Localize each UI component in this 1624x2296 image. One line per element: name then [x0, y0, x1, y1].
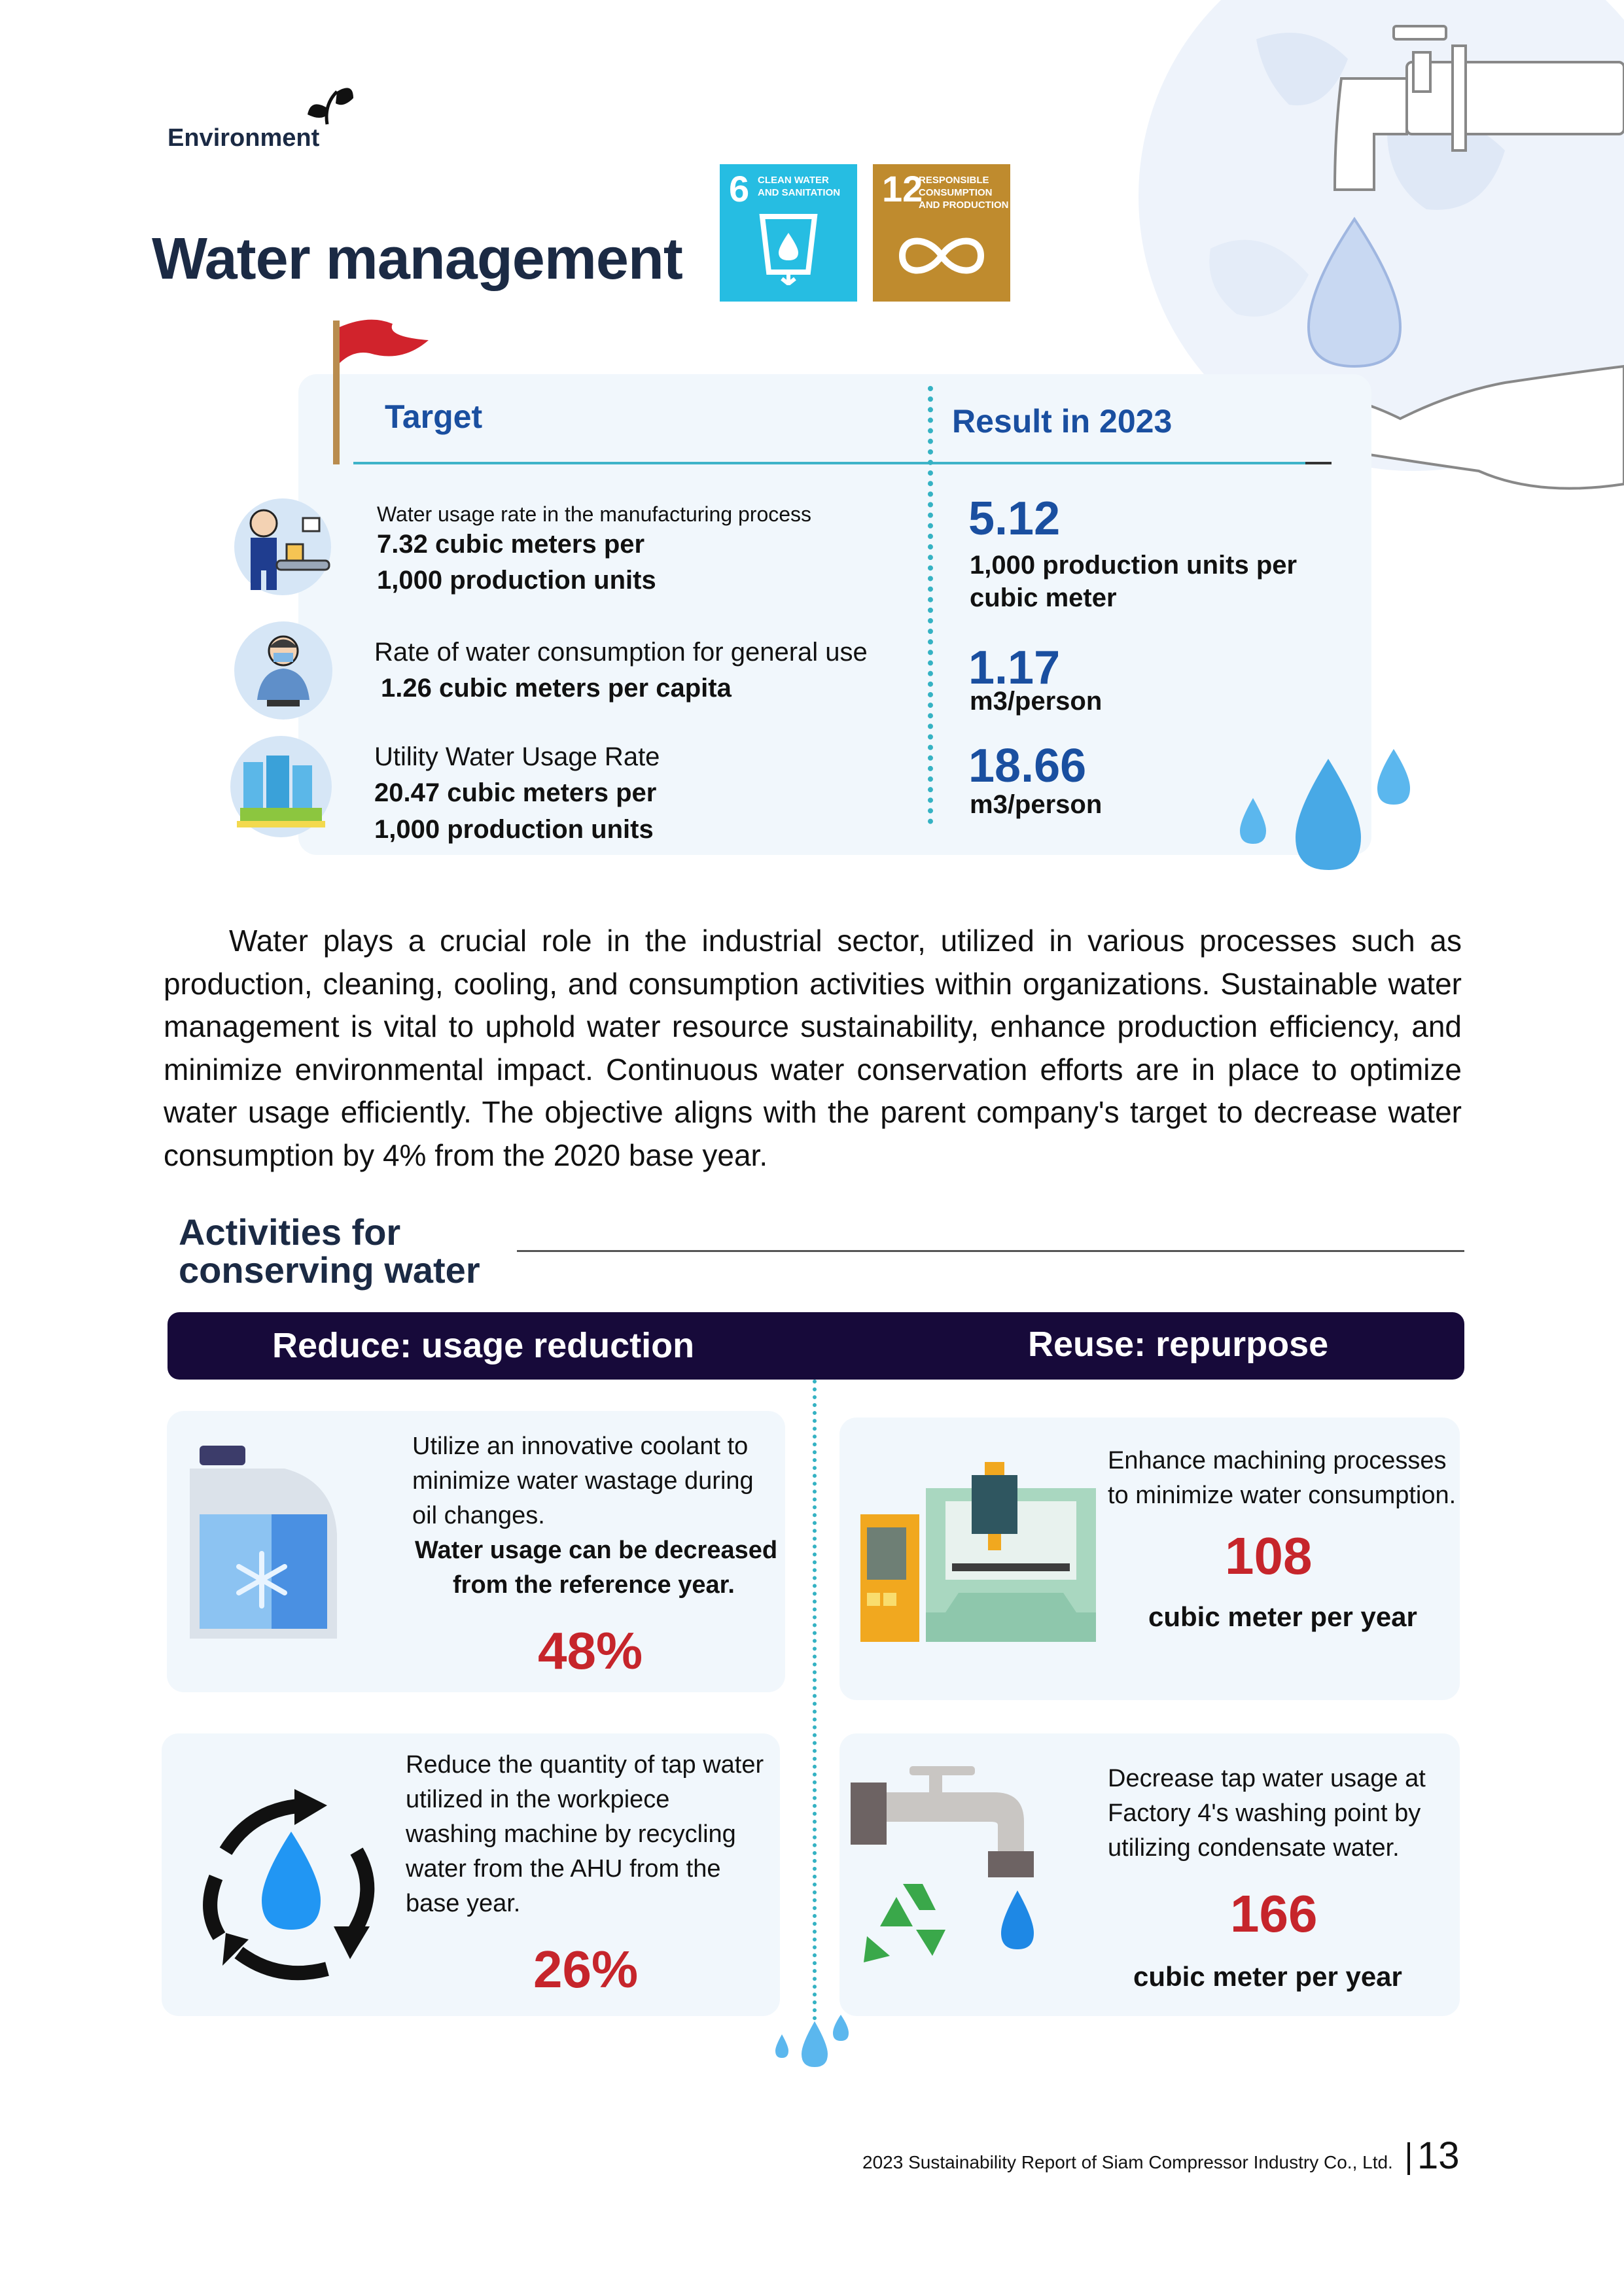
card-machining-line1: Enhance machining processes — [1108, 1447, 1447, 1474]
sdg-12-badge — [873, 164, 1010, 302]
header-divider — [353, 462, 1305, 464]
footer-report-text: 2023 Sustainability Report of Siam Compressor Industry Co., Ltd. — [862, 2152, 1393, 2172]
page-number: 13 — [1417, 2134, 1460, 2177]
card-recycling-text — [406, 1748, 779, 1921]
activities-column-divider — [813, 1380, 817, 2021]
water-glass-icon — [759, 213, 818, 285]
card-condensate-line2: Factory 4's washing point by — [1108, 1800, 1421, 1827]
card-coolant-line3: oil changes. — [412, 1502, 545, 1529]
sdg-12-number: 12 — [882, 168, 923, 209]
card-coolant-value: 48% — [538, 1622, 643, 1680]
activities-title — [179, 1213, 480, 1289]
footer-divider — [1407, 2142, 1410, 2175]
sdg-6-badge — [720, 164, 857, 302]
card-machining-line2: to minimize water consumption. — [1108, 1482, 1456, 1509]
section-label: Environment — [168, 124, 320, 152]
reduce-heading: Reduce: usage reduction — [272, 1326, 695, 1365]
water-drops-small-icon — [769, 2008, 860, 2074]
column-divider — [928, 386, 933, 824]
card-condensate-unit: cubic meter per year — [1133, 1961, 1402, 1992]
coolant-container-icon — [186, 1442, 344, 1639]
result-unit-1a: 1,000 production units per — [970, 551, 1297, 580]
result-unit-3: m3/person — [970, 790, 1103, 819]
intro-paragraph: Water plays a crucial role in the industrial sector, utilized in various processes such as production, cleaning, cooling, and consumption activities within organizations. Sustainable water management is vital to uphold water resource sustainability, enhance production efficiency, and minimize environmental impact. Continuous water conservation efforts are in place to optimize water usage efficiently. The objective aligns with the parent company's target to decrease water consumption by 4% from the 2020 base year. — [164, 924, 1462, 1172]
card-condensate-text — [1108, 1762, 1458, 1866]
utility-plant-icon — [230, 736, 332, 837]
card-coolant-line2: minimize water wastage during — [412, 1467, 754, 1495]
result-value-1: 5.12 — [968, 493, 1061, 545]
target-heading: Target — [385, 398, 483, 435]
card-coolant-bold1: Water usage can be decreased — [415, 1537, 778, 1564]
result-unit-2: m3/person — [970, 687, 1103, 716]
target-label-3: Utility Water Usage Rate — [374, 742, 660, 771]
water-drops-icon — [1230, 746, 1426, 890]
activities-title-line1: Activities for — [179, 1211, 401, 1253]
leaf-icon — [298, 78, 357, 131]
target-value-1a: 7.32 cubic meters per — [377, 530, 645, 559]
target-label-1: Water usage rate in the manufacturing process — [377, 502, 812, 526]
card-machining-unit: cubic meter per year — [1148, 1601, 1417, 1632]
card-coolant-text — [412, 1429, 779, 1603]
card-coolant-line1: Utilize an innovative coolant to — [412, 1433, 749, 1460]
result-value-2: 1.17 — [968, 642, 1061, 694]
sdg-6-number: 6 — [729, 168, 750, 209]
reuse-heading: Reuse: repurpose — [1028, 1325, 1329, 1364]
card-recycling-line5: base year. — [406, 1890, 521, 1917]
factory-worker-icon — [234, 498, 331, 595]
card-recycling-line1: Reduce the quantity of tap water — [406, 1751, 764, 1779]
faucet-recycle-icon — [851, 1760, 1086, 1995]
activities-divider — [517, 1250, 1464, 1252]
flag-icon — [330, 314, 435, 464]
header-divider-dark — [1305, 462, 1332, 464]
activities-header-bar — [168, 1312, 1464, 1380]
recycle-water-icon — [186, 1779, 396, 1989]
card-recycling-line3: washing machine by recycling — [406, 1820, 736, 1848]
activities-title-line2: conserving water — [179, 1249, 480, 1291]
target-value-2: 1.26 cubic meters per capita — [381, 674, 732, 703]
office-worker-icon — [234, 621, 332, 720]
card-recycling-line2: utilized in the workpiece — [406, 1786, 670, 1813]
card-coolant-bold2: from the reference year. — [453, 1571, 735, 1599]
sdg-6-text: CLEAN WATER AND SANITATION — [758, 175, 841, 198]
card-recycling-value: 26% — [533, 1940, 639, 1998]
card-machining-value: 108 — [1225, 1527, 1313, 1585]
infinity-icon — [892, 230, 991, 282]
card-condensate-line1: Decrease tap water usage at — [1108, 1765, 1426, 1792]
target-value-3a: 20.47 cubic meters per — [374, 778, 657, 807]
target-label-2: Rate of water consumption for general use — [374, 638, 868, 667]
sdg-12-text: RESPONSIBLE CONSUMPTION AND PRODUCTION — [919, 175, 1009, 211]
result-value-3: 18.66 — [968, 740, 1087, 792]
card-condensate-value: 166 — [1230, 1885, 1318, 1943]
cnc-machine-icon — [860, 1462, 1099, 1642]
target-value-3b: 1,000 production units — [374, 815, 654, 844]
target-value-1b: 1,000 production units — [377, 566, 656, 595]
page-title: Water management — [152, 226, 682, 292]
card-condensate-line3: utilizing condensate water. — [1108, 1834, 1400, 1862]
card-recycling-line4: water from the AHU from the — [406, 1855, 721, 1883]
card-machining-text — [1108, 1444, 1458, 1513]
result-heading: Result in 2023 — [952, 403, 1173, 440]
result-unit-1b: cubic meter — [970, 583, 1117, 612]
